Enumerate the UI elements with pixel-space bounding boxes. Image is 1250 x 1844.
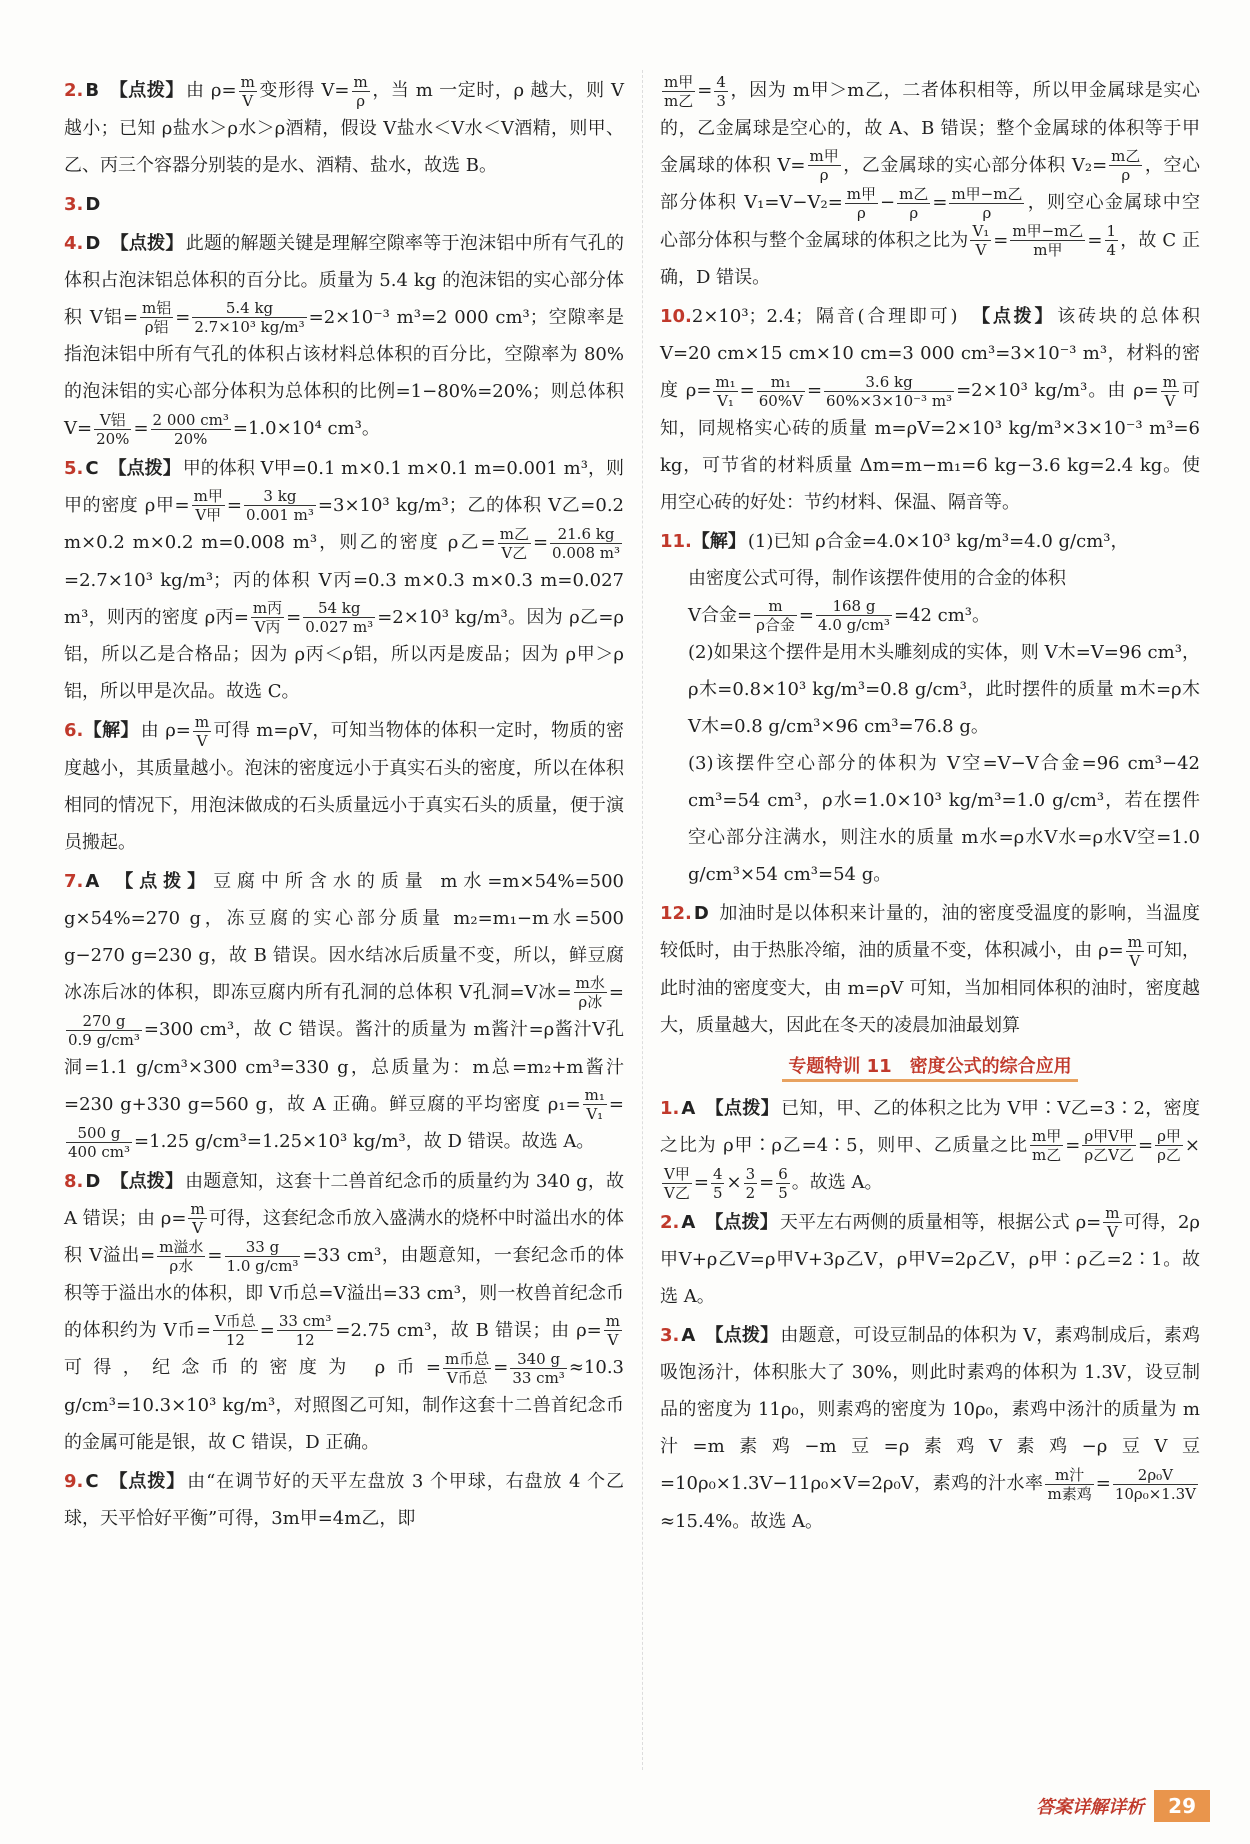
fraction: $\frac{\text{m甲}}{\text{m乙}}$ (1032, 1127, 1062, 1164)
item-number: 9. (64, 1470, 84, 1492)
text: = (207, 1245, 223, 1266)
text: = (806, 380, 823, 401)
text: = (1087, 229, 1103, 251)
item-tag: 【点拨】 (705, 1097, 780, 1119)
item-answer: D (85, 193, 101, 215)
item-number: 12. (660, 903, 692, 924)
text: 甲的体积 V甲=0.1 m×0.1 m×0.1 m=0.001 m³，则甲的密度 ρ甲= (64, 457, 624, 516)
section-title: 专题特训 11 密度公式的综合应用 (660, 1050, 1200, 1084)
text: 可得，2ρ甲V+ρ乙V=ρ甲V+3ρ乙V，ρ甲V=2ρ乙V，ρ甲∶ρ乙=2∶1。故选 A。 (660, 1211, 1200, 1307)
text: − (880, 192, 896, 213)
fraction: $\frac{m}{V}$ (240, 72, 255, 110)
fraction: $\frac{\text{m汁}}{\text{m素鸡}}$ (1047, 1465, 1092, 1503)
sub-paragraph: (3)该摆件空心部分的体积为 V空=V−V合金=96 cm³−42 cm³=54 cm³，ρ水=1.0×10³ kg/m³=1.0 g/cm³，若在摆件空心部分注满水，则注水的质量 m水=ρ水V水=ρ水V空=1.0 g/cm³×54 cm³=54 g。 (688, 753, 1200, 885)
text: 该砖块的总体积 V=20 cm×15 cm×10 cm=3 000 cm³=3×10⁻³ m³，材料的密度 ρ= (660, 306, 1200, 401)
item-number: 7. (64, 870, 84, 892)
fraction: $\frac{1}{4}$ (1106, 222, 1117, 259)
text: = (608, 981, 624, 1003)
answer-item-3 (64, 186, 624, 223)
fraction: $\frac{m}{\rho}$ (353, 72, 368, 110)
fraction: $\frac{m}{V}$ (190, 1200, 205, 1237)
text: = (226, 494, 242, 516)
right-column (660, 72, 1200, 1542)
item-answer: A (681, 1211, 696, 1233)
sub-paragraph: V合金= $\frac{m}{\text{ρ合金}}$ = $\frac{168 g}{\text{4.0 g/cm³}}$ =42 cm³。 (688, 597, 991, 634)
fraction: $\frac{340 g}{\text{33 cm³}}$ (512, 1349, 565, 1387)
text: ，空心部分体积 V₁=V−V₂= (660, 154, 1200, 213)
item-answer: A (85, 870, 100, 892)
text: ，则空心金属球中空心部分体积与整个金属球的体积之比为 (660, 192, 1200, 251)
fraction: $\frac{\text{V甲}}{\text{V乙}}$ (664, 1164, 690, 1202)
fraction: $\frac{3.6 kg}{\text{60\%×3×10⁻³ m³}}$ (826, 372, 953, 410)
text: ，因为 m甲＞m乙，二者体积相等，所以甲金属球是实心的，乙金属球是空心的，故 A、B 错误；整个金属球的体积等于甲金属球的体积 V= (660, 80, 1200, 176)
fraction: $\frac{\text{33 cm³}}{12}$ (278, 1312, 332, 1349)
text: = (932, 192, 948, 213)
item-number: 3. (660, 1325, 680, 1346)
page-number: 29 (1154, 1790, 1210, 1822)
footer-label: 答案详解详析 (1036, 1797, 1145, 1818)
page-footer (1036, 1790, 1210, 1822)
text: 由 ρ= (140, 720, 191, 741)
text: =2.75 cm³，故 B 错误；由 ρ= (335, 1319, 602, 1341)
fraction: $\frac{m}{V}$ (605, 1312, 620, 1349)
text: 已知，甲、乙的体积之比为 V甲∶V乙=3∶2，密度之比为 ρ甲∶ρ乙=4∶5，则甲、乙质量之比 (660, 1097, 1200, 1156)
item-number: 11. (660, 530, 692, 552)
fraction: $\frac{\text{m甲}}{\text{m乙}}$ (664, 72, 694, 110)
answer-item-5 (64, 450, 624, 711)
fraction: $\frac{\text{m币总}}{\text{V币总}}$ (445, 1349, 490, 1387)
fraction: $\frac{21.6 kg}{\text{0.008 m³}}$ (552, 524, 620, 562)
fraction: $\frac{m}{\text{ρ合金}}$ (756, 597, 795, 634)
fraction: $\frac{\text{m铝}}{\text{ρ铝}}$ (142, 299, 172, 336)
item-tag: 【点拨】 (109, 870, 212, 892)
text: = (259, 1319, 275, 1341)
fraction: $\frac{\text{m甲}}{\text{V甲}}$ (193, 487, 223, 524)
fraction: $\frac{5.4 kg}{\text{2.7×10³ kg/m³}}$ (194, 299, 305, 336)
fraction: $\frac{54 kg}{\text{0.027 m³}}$ (305, 599, 374, 636)
item-tag: 【点拨】 (110, 1170, 184, 1192)
fraction: $\frac{\text{V₁}}{V}$ (972, 222, 990, 259)
text: 由题意知，这套十二兽首纪念币的质量约为 340 g，故 A 错误；由 ρ= (64, 1170, 624, 1229)
special-item-2 (660, 1204, 1200, 1316)
text: =3×10³ kg/m³；乙的体积 V乙=0.2 m×0.2 m×0.2 m=0.008 m³，则乙的密度 ρ乙= (64, 494, 625, 553)
item-number: 5. (64, 457, 84, 479)
text: = (493, 1357, 509, 1378)
text: = (1137, 1134, 1154, 1156)
item-number: 2. (660, 1211, 680, 1233)
text: = (175, 306, 191, 328)
text: =300 cm³，故 C 错误。酱汁的质量为 m酱汁=ρ酱汁V孔洞=1.1 g/cm³×300 cm³=330 g，总质量为：m总=m₂+m酱汁=230 g+330 g=560 g，故 A 正确。鲜豆腐的平均密度 ρ₁= (64, 1019, 624, 1115)
text: ，当 m 一定时，ρ 越大，则 V 越小；已知 ρ盐水＞ρ水＞ρ酒精，假设 V盐水＜V水＜V酒精，则甲、乙、丙三个容器分别装的是水、酒精、盐水，故选 B。 (64, 80, 624, 176)
item-answer: 2×10³；2.4；隔音(合理即可) (691, 306, 958, 327)
sub-paragraph: 由密度公式可得，制作该摆件使用的合金的体积 (688, 567, 1066, 589)
item-answer: D (693, 903, 709, 924)
answer-item-11 (660, 523, 1200, 894)
fraction: $\frac{\text{m甲}}{\rho}$ (846, 184, 877, 222)
fraction: $\frac{3}{2}$ (745, 1164, 756, 1202)
fraction: $\frac{m}{V}$ (1162, 372, 1177, 410)
answer-item-9-cont (660, 72, 1200, 296)
text: = (133, 418, 149, 439)
text: =2.7×10³ kg/m³；丙的体积 V丙=0.3 m×0.3 m×0.3 m=0.027 m³，则丙的密度 ρ丙= (64, 569, 624, 628)
fraction: $\frac{\text{m乙}}{\text{V乙}}$ (499, 524, 529, 562)
item-number: 10. (660, 306, 692, 327)
text: 由题意，可设豆制品的体积为 V，素鸡制成后，素鸡吸饱汤汁，体积胀大了 30%，则此时素鸡的体积为 1.3V，设豆制品的密度为 11ρ₀，则素鸡的密度为 10ρ₀，素鸡中汤汁的质量为 m汁=m素鸡−m豆=ρ素鸡V素鸡−ρ豆V豆=10ρ₀×1.3V−11ρ₀×V=2ρ₀V，素鸡的汁水率 (660, 1325, 1201, 1494)
fraction: $\frac{\text{m甲}}{\rho}$ (809, 147, 839, 184)
answer-item-9-start (64, 1463, 624, 1537)
text: 。故选 A。 (791, 1172, 883, 1193)
fraction: $\frac{\text{2ρ₀V}}{\text{10ρ₀×1.3V}}$ (1114, 1465, 1196, 1503)
text: = (697, 80, 713, 101)
fraction: $\frac{4}{5}$ (712, 1164, 723, 1202)
fraction: $\frac{4}{3}$ (716, 72, 726, 110)
fraction: $\frac{\text{m₁}}{60\%V}$ (758, 372, 803, 410)
item-answer: C (85, 457, 99, 479)
answer-item-10 (660, 298, 1200, 521)
answer-item-4 (64, 225, 624, 448)
item-answer: C (85, 1470, 99, 1492)
text: ≈10.3 g/cm³=10.3×10³ kg/m³，对照图乙可知，制作这套十二兽首纪念币的金属可能是银，故 C 错误，D 正确。 (64, 1357, 624, 1453)
fraction: $\frac{m}{V}$ (1105, 1204, 1120, 1241)
item-answer: B (85, 80, 100, 101)
text: = (739, 380, 755, 401)
item-number: 8. (64, 1170, 84, 1192)
text: = (608, 1093, 624, 1115)
fraction: $\frac{\text{V铝}}{20\%}$ (96, 410, 130, 448)
answer-item-12 (660, 895, 1200, 1044)
fraction: $\frac{\text{m乙}}{\rho}$ (899, 184, 929, 222)
text: =2×10³ kg/m³。由 ρ= (956, 380, 1159, 401)
item-tag: 【点拨】 (109, 80, 185, 101)
column-divider (642, 70, 643, 1770)
text: 此题的解题关键是理解空隙率等于泡沫铝中所有气孔的体积占泡沫铝总体积的百分比。质量为 5.4 kg 的泡沫铝的实心部分体积 V铝= (64, 232, 625, 328)
item-number: 6. (64, 720, 84, 741)
text: 可得，纪念币的密度为 ρ币= (64, 1357, 441, 1378)
text: (1)已知 ρ合金=4.0×10³ kg/m³=4.0 g/cm³， (747, 530, 1129, 552)
text: = (1095, 1473, 1111, 1494)
item-number: 3. (64, 193, 84, 215)
text: = (286, 606, 302, 628)
fraction: $\frac{\text{m乙}}{\rho}$ (1111, 147, 1141, 184)
text: 可知，同规格实心砖的质量 m=ρV=2×10³ kg/m³×3×10⁻³ m³=6 kg，可节省的材料质量 Δm=m−m₁=6 kg−3.6 kg=2.4 kg。使用空心砖的好处：节约材料、保温、隔音等。 (660, 380, 1200, 513)
text: ≈15.4%。故选 A。 (660, 1510, 823, 1532)
fraction: $\frac{\text{ρ甲V甲}}{\text{ρ乙V乙}}$ (1084, 1127, 1134, 1164)
text: ，故 C 正确，D 错误。 (660, 229, 1200, 288)
answer-item-6 (64, 712, 624, 861)
text: 由 ρ= (186, 80, 237, 101)
fraction: $\frac{\text{V币总}}{12}$ (214, 1312, 256, 1349)
fraction: $\frac{m}{V}$ (194, 712, 210, 750)
text: = (993, 229, 1009, 251)
item-answer: D (85, 232, 101, 254)
item-tag: 【点拨】 (705, 1325, 779, 1346)
fraction: $\frac{500 g}{\text{400 cm³}}$ (68, 1123, 131, 1161)
item-tag: 【点拨】 (108, 1470, 186, 1492)
fraction: $\frac{\text{m₁}}{\text{V₁}}$ (584, 1086, 605, 1123)
answer-item-8 (64, 1163, 624, 1461)
fraction: $\frac{\text{m溢水}}{\text{ρ水}}$ (159, 1237, 204, 1275)
text: ，乙金属球的实心部分体积 V₂= (842, 154, 1108, 176)
fraction: $\frac{m}{V}$ (1127, 932, 1142, 970)
text: 加油时是以体积来计量的，油的密度受温度的影响，当温度较低时，由于热胀冷缩，油的质量不变，体积减小，由 ρ= (660, 903, 1200, 961)
text: × (726, 1172, 742, 1193)
text: 可得，这套纪念币放入盛满水的烧杯中时溢出水的体积 V溢出= (64, 1207, 624, 1266)
answer-item-2 (64, 72, 624, 184)
fraction: $\frac{270 g}{\text{0.9 g/cm³}}$ (68, 1011, 140, 1049)
sub-paragraph: (2)如果这个摆件是用木头雕刻成的实体，则 V木=V=96 cm³，ρ木=0.8×10³ kg/m³=0.8 g/cm³，此时摆件的质量 m木=ρ木V木=0.8 g/cm³×96 cm³=76.8 g。 (688, 642, 1200, 737)
item-number: 4. (64, 232, 84, 254)
item-answer: A (681, 1325, 696, 1346)
text: 变形得 V= (258, 80, 350, 101)
item-number: 1. (660, 1097, 680, 1119)
text: 天平左右两侧的质量相等，根据公式 ρ= (779, 1211, 1102, 1233)
fraction: $\frac{6}{5}$ (778, 1164, 788, 1202)
item-tag: 【点拨】 (981, 306, 1056, 327)
fraction: $\frac{\text{m甲−m乙}}{\text{m甲}}$ (1012, 222, 1084, 259)
text: = (1065, 1134, 1081, 1156)
text: =1.25 g/cm³=1.25×10³ kg/m³，故 D 错误。故选 A。 (134, 1131, 595, 1152)
item-tag: 【点拨】 (705, 1211, 778, 1233)
fraction: $\frac{\text{m水}}{\text{ρ冰}}$ (575, 974, 605, 1011)
item-answer: A (681, 1097, 696, 1119)
special-item-3 (660, 1317, 1200, 1540)
fraction: $\frac{33 g}{\text{1.0 g/cm³}}$ (226, 1237, 299, 1275)
fraction: $\frac{\text{ρ甲}}{\text{ρ乙}}$ (1157, 1127, 1181, 1164)
text: =33 cm³，由题意知，一套纪念币的体积等于溢出水的体积，即 V币总=V溢出=33 cm³，则一枚兽首纪念币的体积约为 V币= (64, 1245, 624, 1341)
item-number: 2. (64, 80, 84, 101)
text: =2×10³ kg/m³。因为 ρ乙=ρ铝，所以乙是合格品；因为 ρ丙＜ρ铝，所以丙是废品；因为 ρ甲＞ρ铝，所以甲是次品。故选 C。 (64, 606, 624, 702)
text: = (693, 1172, 709, 1193)
text: 可知，此时油的密度变大，由 m=ρV 可知，当加相同体积的油时，密度越大，质量越大，因此在冬天的凌晨加油最划算 (660, 940, 1200, 1036)
fraction: $\frac{3 kg}{\text{0.001 m³}}$ (245, 487, 314, 524)
text: 豆腐中所含水的质量 m水=m×54%=500 g×54%=270 g，冻豆腐的实心部分质量 m₂=m₁−m水=500 g−270 g=230 g，故 B 错误。因水结冰后质量不变，所以，鲜豆腐冰冻后冰的体积，即冻豆腐内所有孔洞的总体积 V孔洞=V冰= (64, 870, 625, 1003)
item-tag: 【解】 (691, 530, 746, 552)
text: = (759, 1172, 775, 1193)
item-tag: 【点拨】 (110, 232, 184, 254)
text: 可得 m=ρV，可知当物体的体积一定时，物质的密度越小，其质量越小。泡沫的密度远小于真实石头的密度，所以在体积相同的情况下，用泡沫做成的石头质量远小于真实石头的质量，便于演员搬起。 (64, 720, 625, 853)
text: =1.0×10⁴ cm³。 (232, 418, 380, 439)
text: × (1184, 1134, 1200, 1156)
fraction: $\frac{168 g}{\text{4.0 g/cm³}}$ (818, 597, 890, 634)
text: 由“在调节好的天平左盘放 3 个甲球，右盘放 4 个乙球，天平恰好平衡”可得，3m甲=4m乙，即 (64, 1470, 625, 1529)
text: = (532, 532, 549, 553)
fraction: $\frac{\text{m丙}}{\text{V丙}}$ (252, 599, 283, 636)
fraction: $\frac{\text{m甲−m乙}}{\rho}$ (951, 184, 1023, 222)
special-item-1 (660, 1090, 1200, 1202)
item-tag: 【解】 (83, 720, 139, 741)
fraction: $\frac{\text{2 000 cm³}}{20\%}$ (152, 410, 229, 448)
fraction: $\frac{\text{m₁}}{\text{V₁}}$ (715, 372, 736, 410)
answer-item-7 (64, 863, 624, 1161)
text: =2×10⁻³ m³=2 000 cm³；空隙率是指泡沫铝中所有气孔的体积占该材料总体积的百分比，空隙率为 80% 的泡沫铝的实心部分体积为总体积的比例=1−80%=20%；则总体积 V= (64, 306, 624, 439)
item-tag: 【点拨】 (108, 457, 181, 479)
left-column (64, 72, 624, 1539)
item-answer: D (85, 1170, 101, 1192)
